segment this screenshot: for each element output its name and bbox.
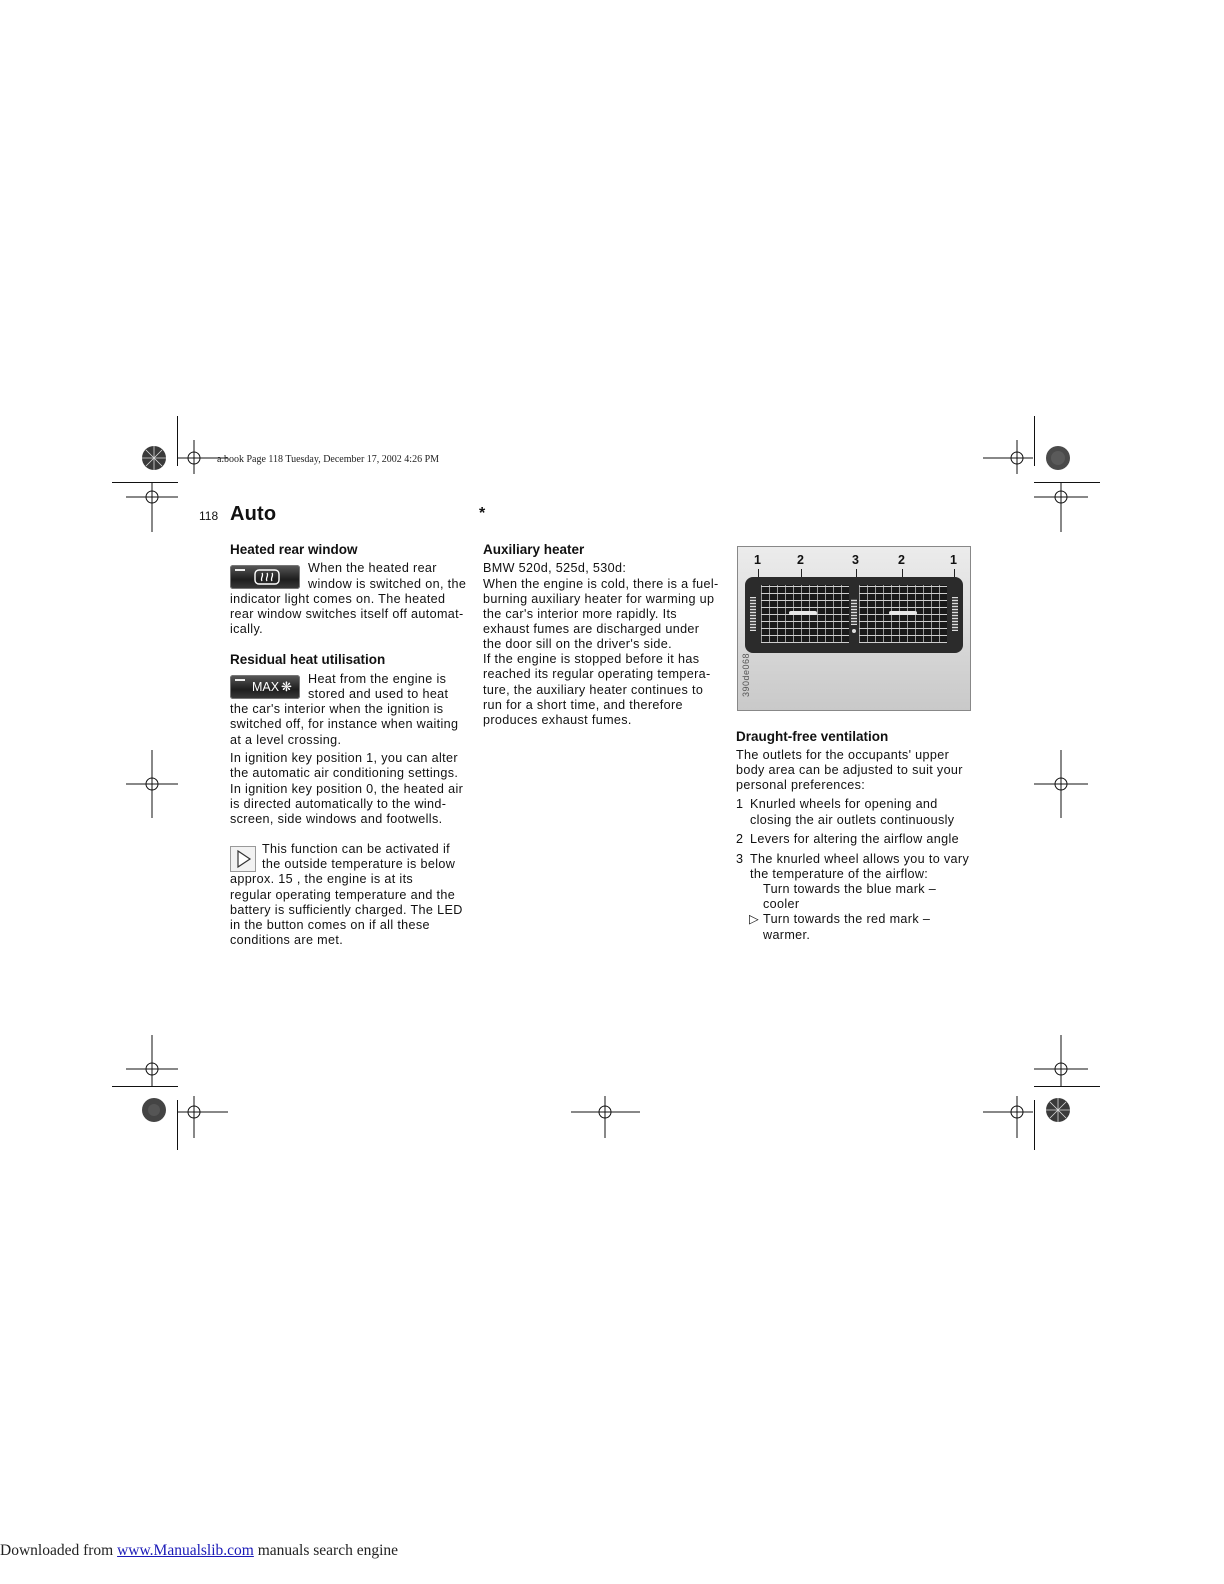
- list-item-number: 3: [736, 852, 744, 866]
- note-line-5: battery is sufficiently charged. The LED: [230, 903, 463, 917]
- aux-line-9: ture, the auxiliary heater continues to: [483, 683, 704, 697]
- residual-heat-line-2: stored and used to heat: [308, 687, 449, 701]
- aux-line-1: BMW 520d, 525d, 530d:: [483, 561, 627, 575]
- aux-line-3: burning auxiliary heater for warming up: [483, 592, 715, 606]
- heated-rear-window-line-1: When the heated rear: [308, 561, 437, 575]
- note-line-7: conditions are met.: [230, 933, 344, 947]
- ventilation-intro-line-3: personal preferences:: [736, 778, 866, 792]
- print-header: a.book Page 118 Tuesday, December 17, 2002 4:26 PM: [217, 454, 440, 465]
- aux-line-2: When the engine is cold, there is a fuel-: [483, 577, 719, 591]
- list-item-3-line-1: The knurled wheel allows you to vary: [750, 852, 970, 866]
- heated-rear-window-line-4: rear window switches itself off automat-: [230, 607, 464, 621]
- page-number: 118: [199, 509, 219, 523]
- manualslib-link[interactable]: www.Manualslib.com: [117, 1542, 254, 1559]
- figure-code: 390de068: [741, 652, 751, 697]
- note-line-2: the outside temperature is below: [262, 857, 456, 871]
- list-item-3-line-2: the temperature of the airflow:: [750, 867, 929, 881]
- optional-equipment-star: *: [479, 505, 486, 522]
- heated-rear-window-line-3: indicator light comes on. The heated: [230, 592, 446, 606]
- note-line-3: approx. 15 , the engine is at its: [230, 872, 414, 886]
- color-calibration-disc-icon: [142, 1098, 166, 1122]
- residual-heat-line-1: Heat from the engine is: [308, 672, 447, 686]
- figure-label-2-left: 2: [797, 553, 804, 567]
- aux-line-8: reached its regular operating tempera-: [483, 667, 711, 681]
- registration-target-icon: [126, 1035, 178, 1086]
- heated-rear-window-line-5: ically.: [230, 622, 264, 636]
- aux-line-11: produces exhaust fumes.: [483, 713, 632, 727]
- registration-target-icon: [1034, 482, 1088, 532]
- subitem-1-line-1: Turn towards the blue mark –: [763, 882, 937, 896]
- list-item-1-line-1: Knurled wheels for opening and: [750, 797, 938, 811]
- figure-label-1-left: 1: [754, 553, 761, 567]
- color-calibration-disc-icon: [1046, 1098, 1070, 1122]
- snowflake-icon: ❋: [281, 679, 292, 694]
- list-item-1-line-2: closing the air outlets continuously: [750, 813, 955, 827]
- ignition-para-line-5: screen, side windows and footwells.: [230, 812, 443, 826]
- note-line-6: in the button comes on if all these: [230, 918, 430, 932]
- aux-line-4: the car's interior more rapidly. Its: [483, 607, 677, 621]
- subitem-2-line-2: warmer.: [763, 928, 811, 942]
- figure-label-2-right: 2: [898, 553, 905, 567]
- chapter-title: Auto: [230, 503, 277, 525]
- ignition-para-line-1: In ignition key position 1, you can alter: [230, 751, 458, 765]
- registration-target-icon: [126, 750, 178, 818]
- color-calibration-disc-icon: [1046, 446, 1070, 470]
- air-vents-figure: [737, 546, 971, 711]
- registration-target-icon: [983, 440, 1033, 474]
- note-triangle-icon: [230, 846, 256, 872]
- download-footer: [0, 1542, 398, 1560]
- max-button-icon: MAX ❋: [230, 675, 300, 699]
- auxiliary-heater-heading: Auxiliary heater: [483, 542, 585, 557]
- footer-suffix: manuals search engine: [253, 1542, 399, 1559]
- residual-heat-line-4: switched off, for instance when waiting: [230, 717, 459, 731]
- list-item-number: 1: [736, 797, 744, 811]
- registration-target-icon: [1034, 750, 1088, 818]
- residual-heat-line-3: the car's interior when the ignition is: [230, 702, 444, 716]
- ventilation-intro-line-2: body area can be adjusted to suit your: [736, 763, 963, 777]
- draught-free-ventilation-heading: Draught-free ventilation: [736, 729, 889, 744]
- footer-prefix: Downloaded from: [0, 1542, 118, 1559]
- subitem-2-line-1: Turn towards the red mark –: [763, 912, 931, 926]
- subitem-bullet-icon: ▷: [749, 912, 760, 926]
- registration-target-icon: [126, 482, 178, 532]
- aux-line-10: run for a short time, and therefore: [483, 698, 683, 712]
- figure-label-1-right: 1: [950, 553, 957, 567]
- subitem-1-line-2: cooler: [763, 897, 800, 911]
- note-line-1: This function can be activated if: [262, 842, 450, 856]
- ventilation-intro-line-1: The outlets for the occupants' upper: [736, 748, 950, 762]
- residual-heat-heading: Residual heat utilisation: [230, 652, 386, 667]
- heated-rear-window-line-2: window is switched on, the: [308, 577, 467, 591]
- list-item-number: 2: [736, 832, 744, 846]
- ignition-para-line-3: In ignition key position 0, the heated air: [230, 782, 464, 796]
- aux-line-7: If the engine is stopped before it has: [483, 652, 700, 666]
- heated-rear-window-heading: Heated rear window: [230, 542, 358, 557]
- figure-label-3: 3: [852, 553, 859, 567]
- rear-defrost-icon: [254, 568, 280, 586]
- color-calibration-disc-icon: [142, 446, 166, 470]
- note-line-4: regular operating temperature and the: [230, 888, 456, 902]
- list-item-2-line-1: Levers for altering the airflow angle: [750, 832, 959, 846]
- aux-line-6: the door sill on the driver's side.: [483, 637, 672, 651]
- aux-line-5: exhaust fumes are discharged under: [483, 622, 700, 636]
- heated-rear-window-button-icon: [230, 565, 300, 589]
- ignition-para-line-4: is directed automatically to the wind-: [230, 797, 447, 811]
- registration-target-icon: [571, 1096, 640, 1138]
- ignition-para-line-2: the automatic air conditioning settings.: [230, 766, 459, 780]
- residual-heat-line-5: at a level crossing.: [230, 733, 342, 747]
- registration-target-icon: [983, 1096, 1033, 1138]
- registration-target-icon: [1034, 1035, 1088, 1086]
- registration-target-icon: [178, 1096, 228, 1138]
